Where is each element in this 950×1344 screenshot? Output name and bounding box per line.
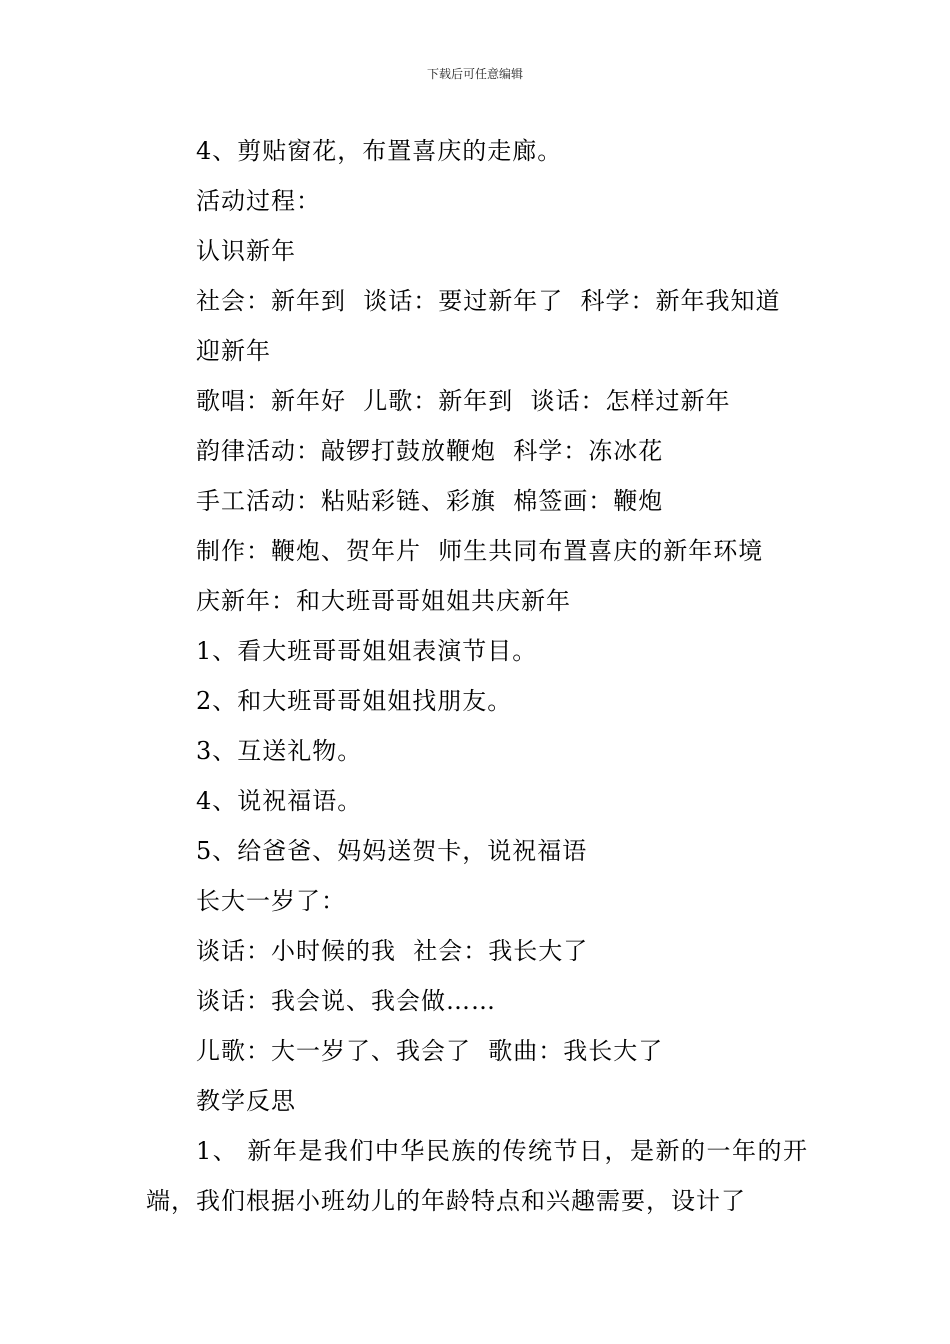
text-line: 谈话：小时候的我 社会：我长大了 — [196, 937, 589, 965]
text-line: 4、说祝福语。 — [196, 787, 363, 815]
text-line: 歌唱：新年好 儿歌：新年到 谈话：怎样过新年 — [196, 387, 731, 415]
text-line: 迎新年 — [196, 337, 271, 365]
text-line: 手工活动：粘贴彩链、彩旗 棉签画：鞭炮 — [196, 487, 664, 515]
text-line: 儿歌：大一岁了、我会了 歌曲：我长大了 — [196, 1037, 664, 1065]
page-header: 下载后可任意编辑 — [426, 67, 523, 81]
text-line: 长大一岁了： — [196, 887, 346, 915]
text-line: 韵律活动：敲锣打鼓放鞭炮 科学：冻冰花 — [196, 437, 664, 465]
text-line: 2、和大班哥哥姐姐找朋友。 — [196, 687, 513, 715]
text-line: 活动过程： — [196, 187, 321, 215]
reflection-paragraph: 1、 新年是我们中华民族的传统节日，是新的一年的开端，我们根据小班幼儿的年龄特点和兴趣需要，设计了 — [146, 1137, 808, 1215]
text-line: 4、剪贴窗花，布置喜庆的走廊。 — [196, 137, 563, 165]
text-line: 教学反思 — [196, 1087, 296, 1115]
text-line: 庆新年：和大班哥哥姐姐共庆新年 — [196, 587, 571, 615]
text-line: 3、互送礼物。 — [196, 737, 363, 765]
text-line: 5、给爸爸、妈妈送贺卡，说祝福语 — [196, 837, 588, 865]
text-line: 制作：鞭炮、贺年片 师生共同布置喜庆的新年环境 — [196, 537, 764, 565]
text-line: 谈话：我会说、我会做…… — [196, 987, 496, 1015]
text-line: 社会：新年到 谈话：要过新年了 科学：新年我知道 — [196, 287, 781, 315]
text-line: 1、看大班哥哥姐姐表演节目。 — [196, 637, 538, 665]
text-line: 认识新年 — [196, 237, 296, 265]
